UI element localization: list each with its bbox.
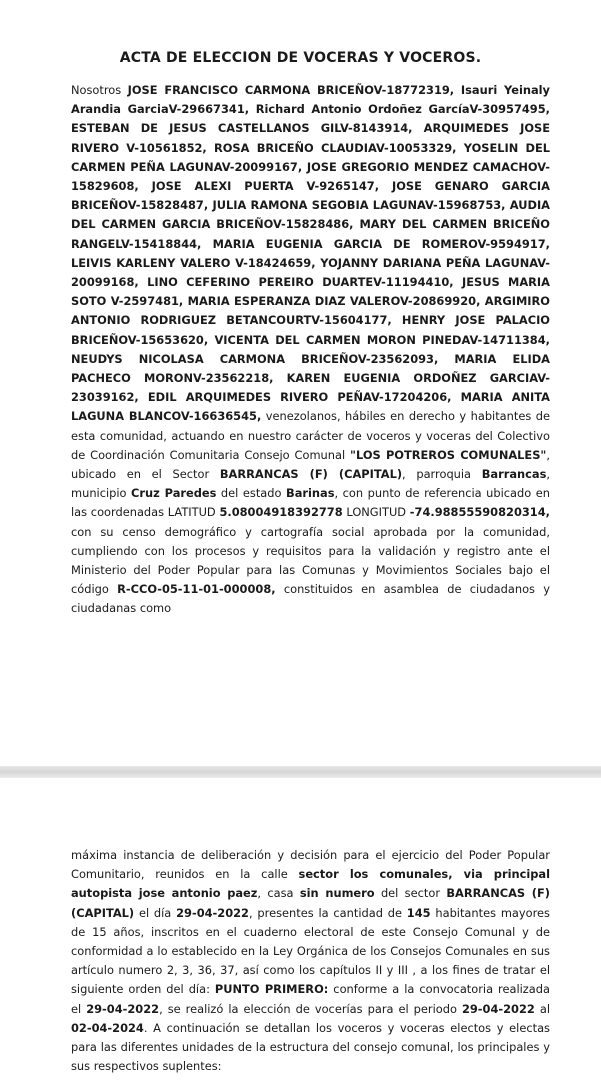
period-start: 29-04-2022 [461, 1001, 535, 1016]
longitude-value: -74.98855590820314, [409, 505, 550, 520]
text: , presentes la cantidad de [248, 905, 407, 920]
house-number: sin numero [299, 886, 375, 901]
text: conforme a la convocatoria realizada el [71, 982, 550, 1016]
text: el día [134, 905, 177, 920]
text: , ubicado en el Sector [71, 447, 550, 482]
attendee-count: 145 [406, 905, 431, 920]
text: LONGITUD [342, 505, 410, 520]
text: , casa [257, 886, 300, 901]
text: , se realizó la elección de vocerías para el periodo [159, 1001, 462, 1016]
sector-name: BARRANCAS (F) (CAPITAL) [219, 467, 403, 482]
street-name: sector los comunales, via principal autopista jose antonio paez [71, 867, 550, 901]
text: con su censo demográfico y cartografía social aprobada por la comunidad, cumpliendo con los procesos y requisitos para la validación y registro ante el Ministerio del Poder Popular para las Comunas y Movimientos Sociales bajo el código [71, 524, 550, 597]
paragraph-2 [71, 846, 550, 1076]
text: , parroquia [402, 467, 482, 482]
text: del sector [374, 886, 447, 901]
registry-code: R-CCO-05-11-01-000008, [117, 582, 276, 597]
period-end: 02-04-2024 [71, 1020, 144, 1035]
text: al [534, 1001, 550, 1016]
page-separator [0, 766, 601, 778]
text: venezolanos, hábiles en derecho y habitantes de esta comunidad, actuando en nuestro carácter de voceros y voceras del Colectivo de Coordinación Comunitaria Consejo Comunal [71, 409, 550, 462]
text: , municipio [71, 467, 550, 501]
text: del estado [216, 486, 287, 501]
text: máxima instancia de deliberación y decisión para el ejercicio del Poder Popular Comunitario, reunidos en la calle [71, 848, 550, 882]
latitude-value: 5.08004918392778 [219, 505, 343, 520]
convocation-date: 29-04-2022 [86, 1001, 160, 1016]
paragraph-1 [71, 81, 550, 619]
parroquia-name: Barrancas [481, 467, 547, 482]
sector-name: BARRANCAS (F) (CAPITAL) [71, 886, 550, 920]
text: . A continuación se detallan los voceros y voceras electos y electas para las diferentes unidades de la estructura del consejo comunal, los principales y sus respectivos suplentes: [71, 1020, 550, 1074]
document-page-2 [0, 778, 601, 1080]
text: , con punto de referencia ubicado en las coordenadas LATITUD [71, 486, 550, 520]
agenda-point: PUNTO PRIMERO: [214, 982, 329, 997]
consejo-name: "LOS POTREROS COMUNALES" [350, 447, 547, 462]
estado-name: Barinas [286, 486, 335, 501]
names-list: JOSE FRANCISCO CARMONA BRICEÑOV-18772319, Isauri Yeinaly Arandia GarciaV-29667341, Richard Antonio Ordoñez GarcíaV-30957495, ESTEBAN DE JESUS CASTELLANOS GILV-8143914, ARQUIMEDES JOSE RIVERO V-10561852, ROSA BRICEÑO CLAUDIAV-10053329, YOSELIN DEL CARMEN PEÑA LAGUNAV-20099167, JOSE GREGORIO MENDEZ CAMACHOV-15829608, JOSE ALEXI PUERTA V-9265147, JOSE GENARO GARCIA BRICEÑOV-15828487, JULIA RAMONA SEGOBIA LAGUNAV-15968753, AUDIA DEL CARMEN GARCIA BRICEÑOV-15828486, MARY DEL CARMEN BRICEÑO RANGELV-15418844, MARIA EUGENIA GARCIA DE ROMEROV-9594917, LEIVIS KARLENY VALERO V-18424659, YOJANNY DARIANA PEÑA LAGUNAV-20099168, LINO CEFERINO PEREIRO DUARTEV-11194410, JESUS MARIA SOTO V-2597481, MARIA ESPERANZA DIAZ VALEROV-20869920, ARGIMIRO ANTONIO RODRIGUEZ BETANCOURTV-15604177, HENRY JOSE PALACIO BRICEÑOV-15653620, VICENTA DEL CARMEN MORON PINEDAV-14711384, NEUDYS NICOLASA CARMONA BRICEÑOV-23562093, MARIA ELIDA PACHECO MORONV-23562218, KAREN EUGENIA ORDOÑEZ GARCIAV-23039162, EDIL ARQUIMEDES RIVERO PEÑAV-17204206, MARIA ANITA LAGUNA BLANCOV-16636545, [71, 83, 550, 424]
municipio-name: Cruz Paredes [131, 486, 217, 501]
document-title: ACTA DE ELECCION DE VOCERAS Y VOCEROS. [119, 50, 482, 66]
text: habitantes mayores de 15 años, inscritos en el cuaderno electoral de este Consejo Comunal y de conformidad a lo establecido en la Ley Orgánica de los Consejos Comunales en sus artículo numero 2, 3, 36, 37, así como los capítulos II y III , a los fines de tratar el siguiente orden del día: [71, 905, 550, 997]
text: Nosotros [71, 83, 128, 97]
meeting-date: 29-04-2022 [176, 905, 249, 920]
text: constituidos en asamblea de ciudadanos y ciudadanas como [71, 582, 550, 616]
